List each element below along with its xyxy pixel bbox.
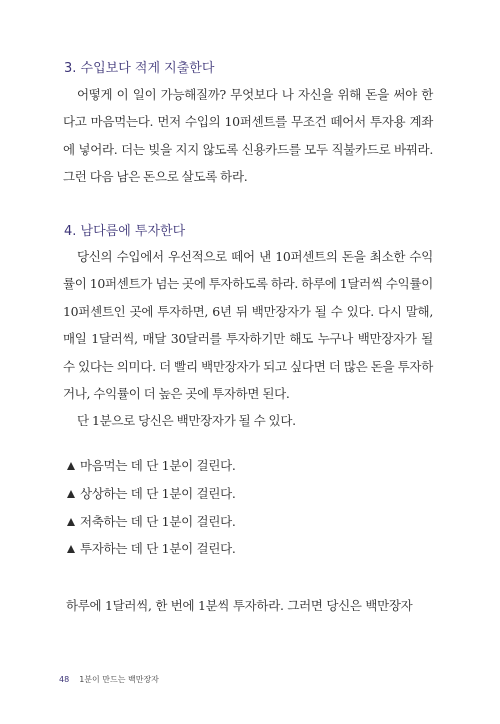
- bullet-item: 상상하는 데 단 1분이 걸린다.: [67, 480, 236, 508]
- triangle-bullet-icon: [67, 518, 75, 526]
- section-4-paragraph: [63, 243, 433, 435]
- triangle-bullet-icon: [67, 545, 75, 553]
- page-footer: [59, 674, 159, 685]
- running-title: 1분이 만드는 백만장자: [79, 675, 159, 684]
- section-3-paragraph: [63, 81, 433, 191]
- bullet-item: 저축하는 데 단 1분이 걸린다.: [67, 508, 236, 536]
- triangle-bullet-icon: [67, 490, 75, 498]
- bullet-item: 투자하는 데 단 1분이 걸린다.: [67, 535, 236, 563]
- bullet-list: [67, 452, 236, 563]
- section-4-heading: 4. 남다름에 투자한다: [64, 224, 186, 239]
- triangle-bullet-icon: [67, 462, 75, 470]
- section-4-text: 당신의 수입에서 우선적으로 떼어 낸 10퍼센트의 돈을 최소한 수익률이 10퍼센트가 넘는 곳에 투자하도록 하라. 하루에 1달러씩 수익률이 10퍼센트인 곳에 투자하면, 6년 뒤 백만장자가 될 수 있다. 다시 말해, 매일 1달러씩, 매달 30달러를 투자하기만 해도 누구나 백만장자가 될 수 있다는 의미다. 더 빨리 백만장자가 되고 싶다면 더 많은 돈을 투자하거나, 수익률이 더 높은 곳에 투자하면 된다.: [63, 249, 433, 402]
- bullet-item: 마음먹는 데 단 1분이 걸린다.: [67, 452, 236, 480]
- section-3-text: 어떻게 이 일이 가능해질까? 무엇보다 나 자신을 위해 돈을 써야 한다고 마음먹는다. 먼저 수입의 10퍼센트를 무조건 떼어서 투자용 계좌에 넣어라. 더는 빚을 지지 않도록 신용카드를 모두 직불카드로 바꿔라. 그런 다음 남은 돈으로 살도록 하라.: [63, 87, 433, 185]
- section-4-summary: 단 1분으로 당신은 백만장자가 될 수 있다.: [77, 413, 296, 429]
- page-number: 48: [59, 675, 70, 684]
- closing-line: 하루에 1달러씩, 한 번에 1분씩 투자하라. 그러면 당신은 백만장자: [66, 598, 413, 613]
- section-3-heading: 3. 수입보다 적게 지출한다: [64, 61, 215, 76]
